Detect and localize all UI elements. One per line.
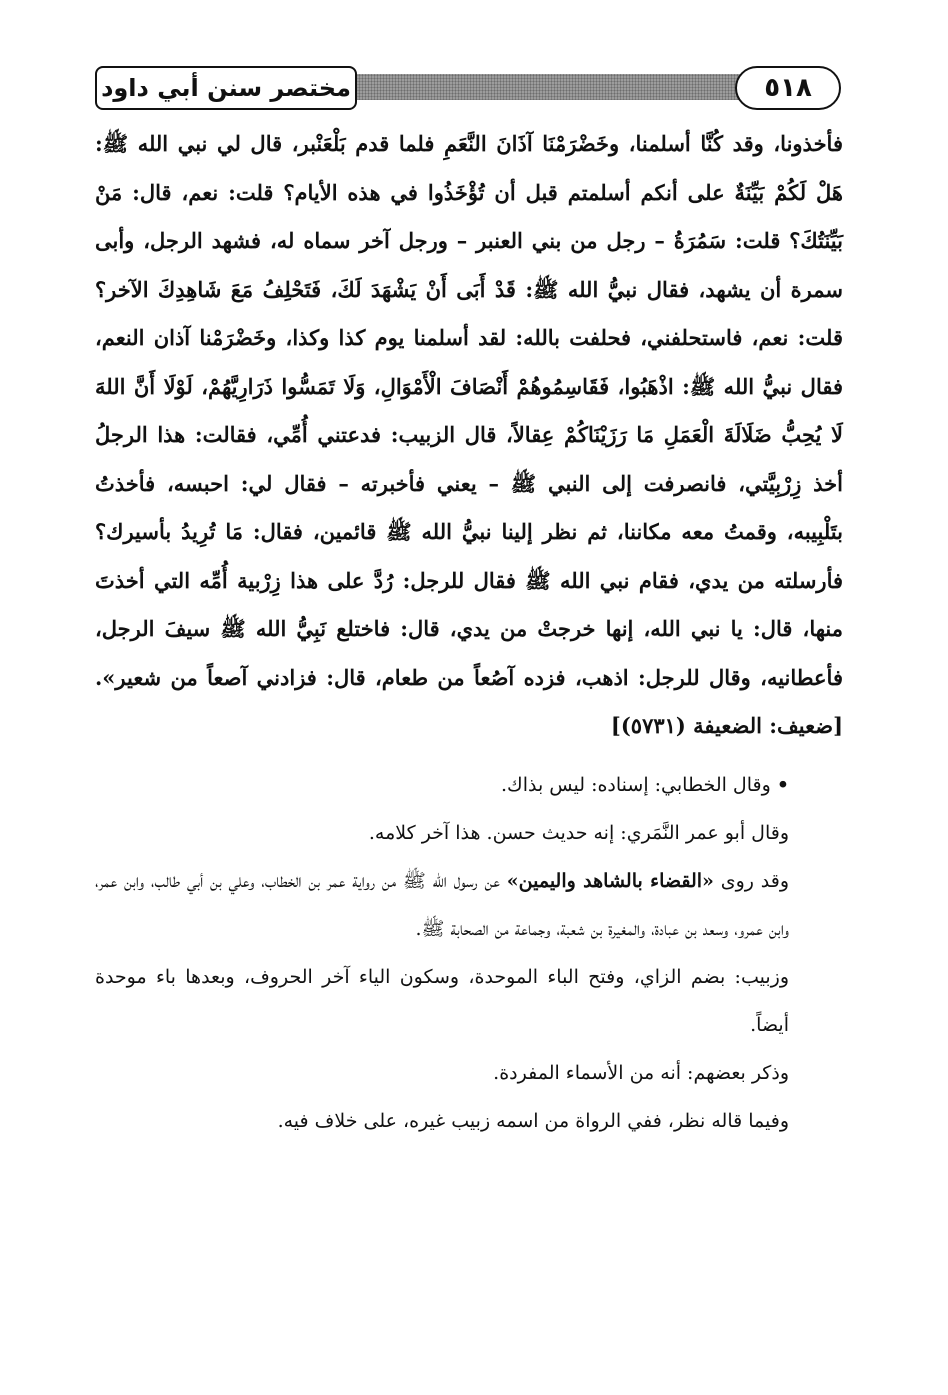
hadith-text: فأخذونا، وقد كُنَّا أسلمنا، وخَضْرَمْنَا آذَانَ النَّعَمِ فلما قدم بَلْعَنْبر، قال لي نبي الله ﷺ: هَلْ لَكُمْ بَيِّنَةٌ على أنكم أسلمتم قبل أن تُؤْخَذُوا في هذه الأيام؟ قلت: نعم، قال: مَنْ بَيِّنَتُكَ؟ قلت: سَمُرَةُ – رجل من بني العنبر – ورجل آخر سماه له، فشهد الرجل، وأبى سمرة أن يشهد، فقال نبيُّ الله ﷺ: قَدْ أَبَى أَنْ يَشْهَدَ لَكَ، فَتَحْلِفُ مَعَ شَاهِدِكَ الآخر؟ قلت: نعم، فاستحلفني، فحلفت بالله: لقد أسلمنا يوم كذا وكذا، وخَضْرَمْنا آذان النعم، فقال نبيُّ الله ﷺ: اذْهَبُوا، فَقَاسِمُوهُمْ أَنْصَافَ الْأَمْوَالِ، وَلَا تَمَسُّوا ذَرَارِيَّهُمْ، لَوْلَا أَنَّ اللهَ لَا يُحِبُّ ضَلَالَةَ الْعَمَلِ مَا رَزَيْنَاكُمْ عِقالاً، قال الزبيب: فدعتني أُمِّي، فقالت: هذا الرجلُ أخذ زِرْبِيَّتي، فانصرفت إلى النبي ﷺ – يعني فأخبرته – فقال لي: احبسه، فأخذتُ بتَلْبِيبه، وقمتُ معه مكاننا، ثم نظر إلينا نبيُّ الله ﷺ قائمين، فقال: مَا تُرِيدُ بأسيرك؟ فأرسلته من يدي، فقام نبي الله ﷺ فقال للرجل: رُدَّ على هذا زِرْبية أُمِّه التي أخذتَ منها، قال: يا نبي الله، إنها خرجتْ من يدي، قال: فاختلع نَبِيُّ الله ﷺ سيفَ الرجل، فأعطانيه، وقال للرجل: اذهب، فزده آصُعاً من طعام، قال: فزادني آصعاً من شعير». [ضعيف: الضعيفة (٥٧٣١)] [95, 131, 843, 738]
commentary-paragraph-shahid [95, 857, 843, 953]
commentary-section [95, 761, 843, 1145]
commentary-paragraph-mufrada: وذكر بعضهم: أنه من الأسماء المفردة. [493, 1061, 789, 1084]
commentary-paragraph-nazar: وفيما قاله نظر، ففي الرواة من اسمه زبيب غيره، على خلاف فيه. [277, 1109, 789, 1132]
commentary-shahid-title: «القضاء بالشاهد واليمين» [506, 869, 714, 892]
commentary-paragraph-namari: وقال أبو عمر النَّمَري: إنه حديث حسن. هذا آخر كلامه. [368, 821, 789, 844]
commentary-shahid-after: عن رسول الله ﷺ من رواية عمر بن الخطاب، وعلي بن أبي طالب، وابن عمر، وابن عمرو، وسعد بن عبادة، والمغيرة بن شعبة، وجماعة من الصحابة ﷺ. [95, 869, 789, 940]
page-number: ٥١٨ [735, 66, 841, 110]
page-header [95, 64, 843, 118]
book-title: مختصر سنن أبي داود [95, 66, 357, 110]
commentary-paragraph-zabib: وزبيب: بضم الزاي، وفتح الباء الموحدة، وسكون الياء آخر الحروف، وبعدها باء موحدة أيضاً. [95, 965, 789, 1036]
header-decorative-band [335, 74, 743, 100]
commentary-paragraph-khattabi [95, 761, 843, 809]
page [95, 64, 843, 1364]
bullet-icon: • [776, 773, 789, 796]
commentary-paragraph-khattabi-text: وقال الخطابي: إسناده: ليس بذاك. [501, 773, 771, 796]
commentary-shahid-before: وقد روى [720, 869, 789, 892]
